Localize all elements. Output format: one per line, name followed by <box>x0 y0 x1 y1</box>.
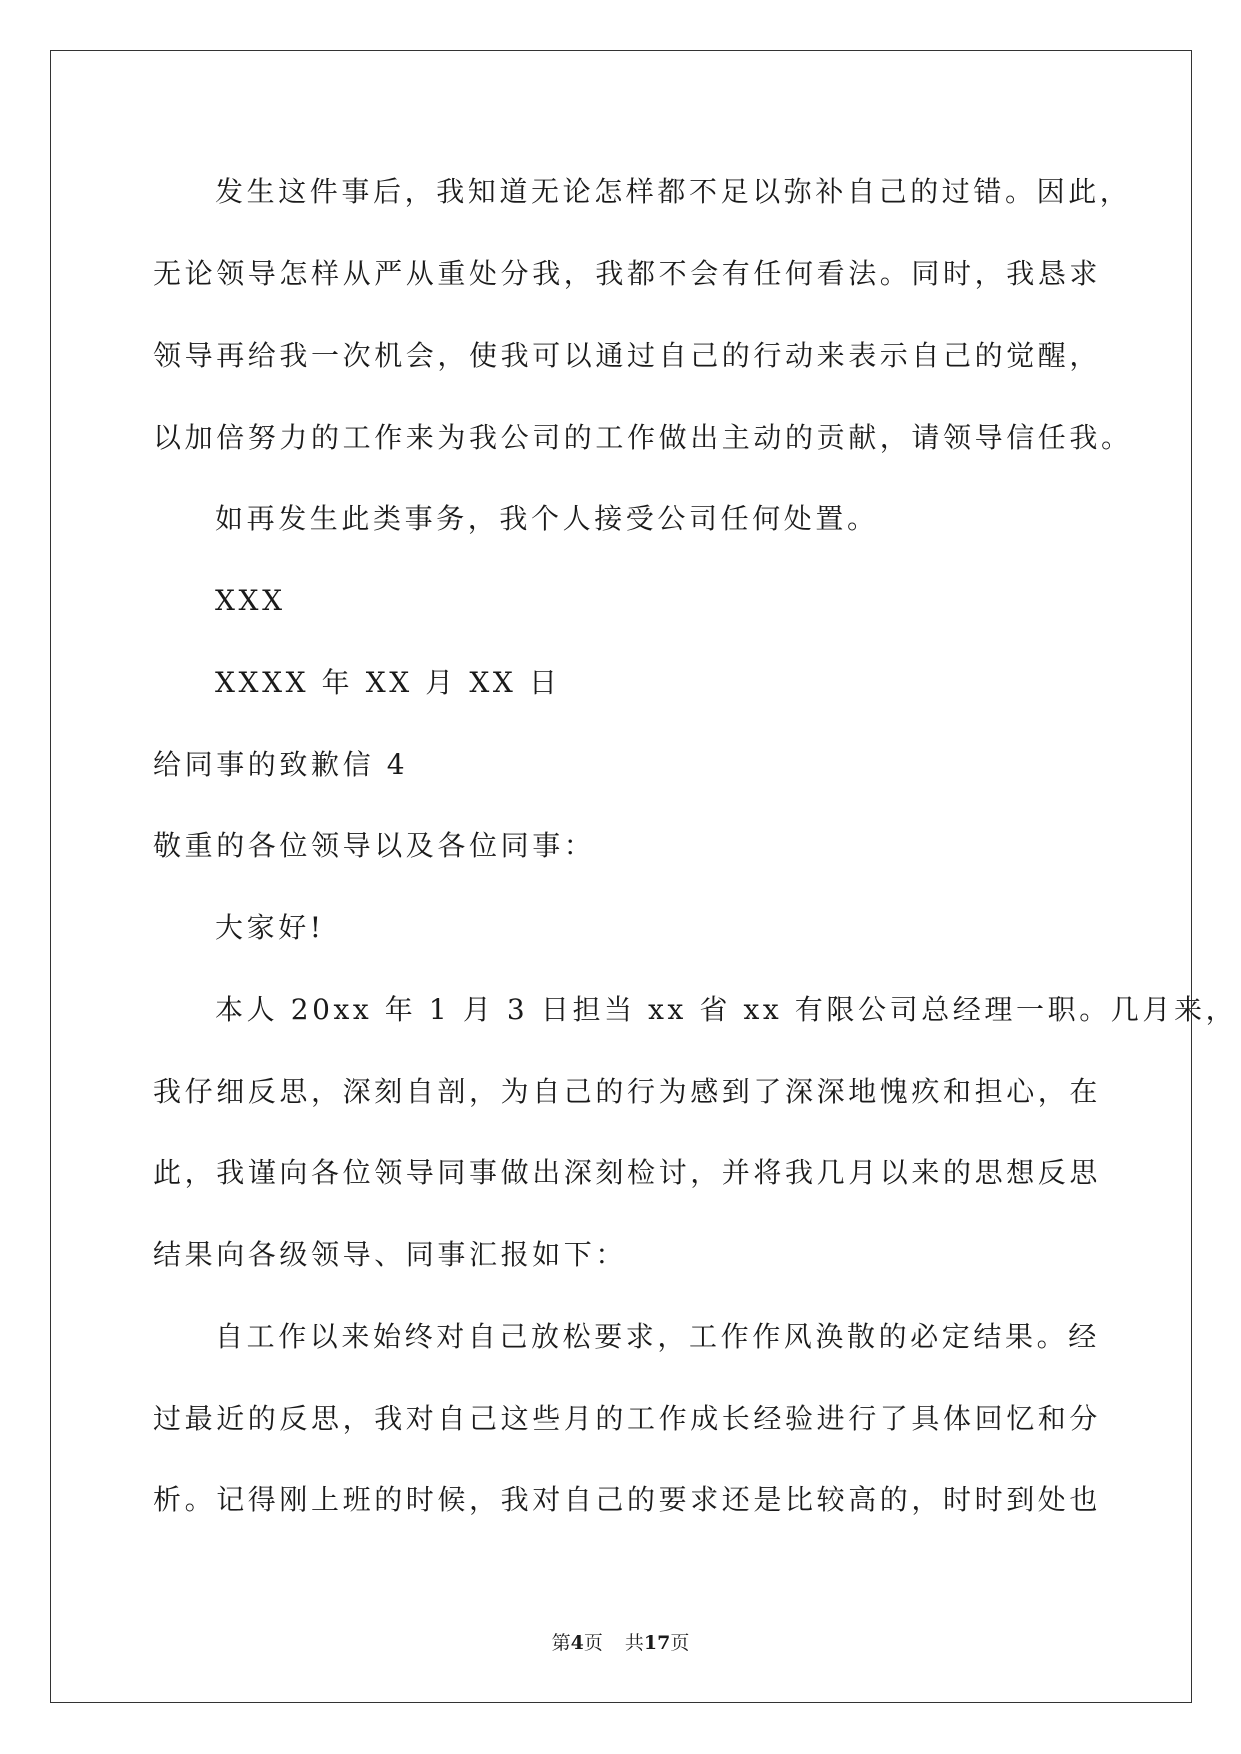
salutation: 敬重的各位领导以及各位同事： <box>153 829 596 862</box>
paragraph-line: 结果向各级领导、同事汇报如下： <box>153 1238 628 1271</box>
total-prefix: 共 <box>624 1632 644 1654</box>
paragraph-line: 过最近的反思，我对自己这些月的工作成长经验进行了具体回忆和分 <box>153 1402 1102 1435</box>
page-number: 4 <box>570 1632 584 1654</box>
page-suffix: 页 <box>583 1632 603 1654</box>
paragraph-line: 以加倍努力的工作来为我公司的工作做出主动的贡献，请领导信任我。 <box>153 421 1133 454</box>
paragraph-line: 无论领导怎样从严从重处分我，我都不会有任何看法。同时，我恳求 <box>153 257 1102 290</box>
paragraph-line: 本人 20xx 年 1 月 3 日担当 xx 省 xx 有限公司总经理一职。几月来， <box>215 993 1238 1026</box>
greeting: 大家好! <box>215 911 325 944</box>
paragraph-line: 自工作以来始终对自己放松要求，工作作风涣散的必定结果。经 <box>215 1320 1100 1353</box>
paragraph-line: 发生这件事后，我知道无论怎样都不足以弥补自己的过错。因此， <box>215 175 1132 208</box>
paragraph-line: 析。记得刚上班的时候，我对自己的要求还是比较高的，时时到处也 <box>153 1483 1102 1516</box>
total-pages: 17 <box>643 1632 671 1654</box>
page-prefix: 第 <box>551 1632 571 1654</box>
signature-name: XXX <box>215 584 286 617</box>
paragraph-line: 此，我谨向各位领导同事做出深刻检讨，并将我几月以来的思想反思 <box>153 1156 1102 1189</box>
total-suffix: 页 <box>670 1632 690 1654</box>
paragraph-line: 我仔细反思，深刻自剖，为自己的行为感到了深深地愧疚和担心，在 <box>153 1075 1102 1108</box>
paragraph-line: 如再发生此类事务，我个人接受公司任何处置。 <box>215 502 879 535</box>
page-footer <box>0 1630 1241 1656</box>
page-border <box>50 50 1238 1703</box>
signature-date: XXXX 年 XX 月 XX 日 <box>215 666 561 699</box>
section-heading: 给同事的致歉信 4 <box>153 748 409 781</box>
paragraph-line: 领导再给我一次机会，使我可以通过自己的行动来表示自己的觉醒， <box>153 339 1102 372</box>
